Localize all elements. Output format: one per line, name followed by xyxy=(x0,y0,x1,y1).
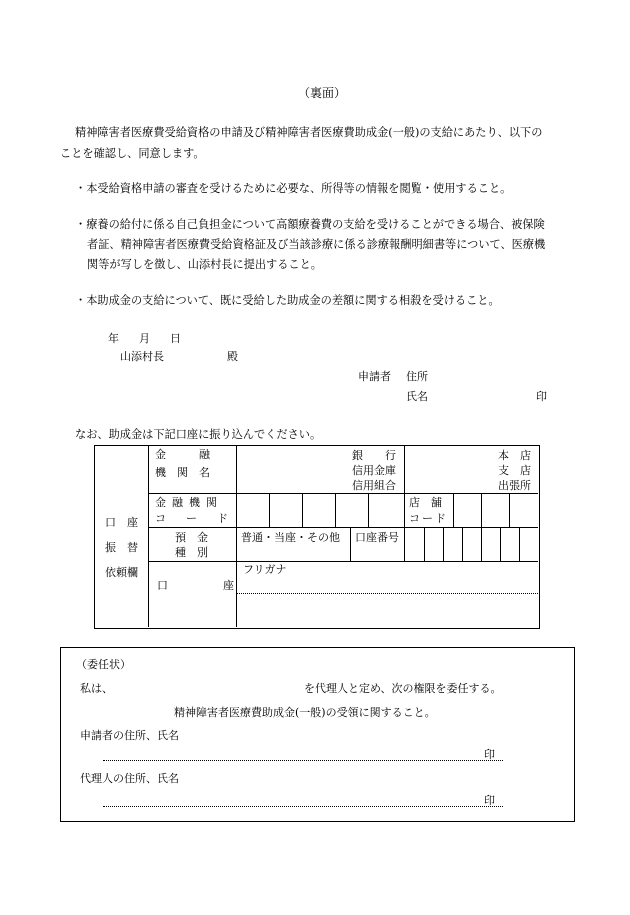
date-month: 月 xyxy=(139,332,150,345)
branch-code-label-1: 店 舗 xyxy=(409,496,442,509)
furigana-label: フリガナ xyxy=(243,563,287,576)
institution-code-label-1: 金融機関 xyxy=(155,496,223,509)
branch-type-1: 本 店 xyxy=(498,449,531,462)
delegation-line-1-suffix: を代理人と定め、次の権限を委任する。 xyxy=(304,682,502,695)
account-number-label: 口座番号 xyxy=(355,531,399,544)
institution-label-1: 金 融 xyxy=(155,448,210,461)
delegation-applicant-label: 申請者の住所、氏名 xyxy=(80,729,179,742)
intro-line-1: 精神障害者医療費受給資格の申請及び精神障害者医療費助成金(一般)の支給にあたり、以下の xyxy=(75,126,543,139)
side-label-line-3: 依頼欄 xyxy=(105,566,138,579)
transfer-notice: なお、助成金は下記口座に振り込んでください。 xyxy=(75,428,322,441)
page-title: （裏面） xyxy=(298,86,347,100)
delegation-line-1-prefix: 私は、 xyxy=(80,682,113,695)
applicant-signature-line[interactable] xyxy=(103,760,503,761)
deposit-type-label-1: 預 金 xyxy=(175,531,208,544)
delegation-title: （委任状） xyxy=(76,658,131,671)
account-holder-label: 口 座 xyxy=(157,579,234,592)
applicant-name-label: 氏名 xyxy=(406,390,428,403)
delegation-agent-seal: 印 xyxy=(484,794,495,807)
bullet-2-line-2: 者証、精神障害者医療費受給資格証及び当該診療に係る診療報酬明細書等について、医療機 xyxy=(87,238,546,251)
delegation-applicant-seal: 印 xyxy=(484,748,495,761)
addressee-name: 山添村長 xyxy=(120,350,164,363)
bullet-2-line-3: 関等が写しを徴し、山添村長に提出すること。 xyxy=(87,258,322,271)
side-label-line-1: 口 座 xyxy=(105,516,138,529)
deposit-type-label-2: 種 別 xyxy=(175,546,208,559)
delegation-line-2: 精神障害者医療費助成金(一般)の受領に関すること。 xyxy=(174,706,436,719)
bank-type-1: 銀 行 xyxy=(352,449,396,462)
intro-line-2: ことを確認し、同意します。 xyxy=(60,147,205,160)
agent-signature-line[interactable] xyxy=(103,806,503,807)
bullet-1: ・本受給資格申請の審査を受けるために必要な、所得等の情報を閲覧・使用すること。 xyxy=(75,182,512,195)
deposit-types: 普通・当座・その他 xyxy=(241,531,340,544)
bullet-2-line-1: ・療養の給付に係る自己負担金について高額療養費の支給を受けることができる場合、被保険 xyxy=(75,218,545,231)
institution-label-2: 機 関 名 xyxy=(155,466,210,479)
branch-code-label-2: コード xyxy=(409,512,448,525)
delegation-agent-label: 代理人の住所、氏名 xyxy=(80,772,179,785)
applicant-seal: 印 xyxy=(536,390,547,403)
bank-type-2: 信用金庫 xyxy=(352,464,396,477)
institution-code-label-2: コード xyxy=(155,512,248,525)
addressee-honorific: 殿 xyxy=(227,350,238,363)
branch-type-3: 出張所 xyxy=(498,479,531,492)
applicant-label: 申請者 xyxy=(358,370,391,383)
applicant-address-label: 住所 xyxy=(406,370,428,383)
side-label-line-2: 振 替 xyxy=(105,541,138,554)
bullet-3: ・本助成金の支給について、既に受給した助成金の差額に関する相殺を受けること。 xyxy=(75,294,500,307)
bank-type-3: 信用組合 xyxy=(352,479,396,492)
branch-type-2: 支 店 xyxy=(498,464,531,477)
date-year: 年 xyxy=(108,332,119,345)
date-day: 日 xyxy=(170,332,181,345)
